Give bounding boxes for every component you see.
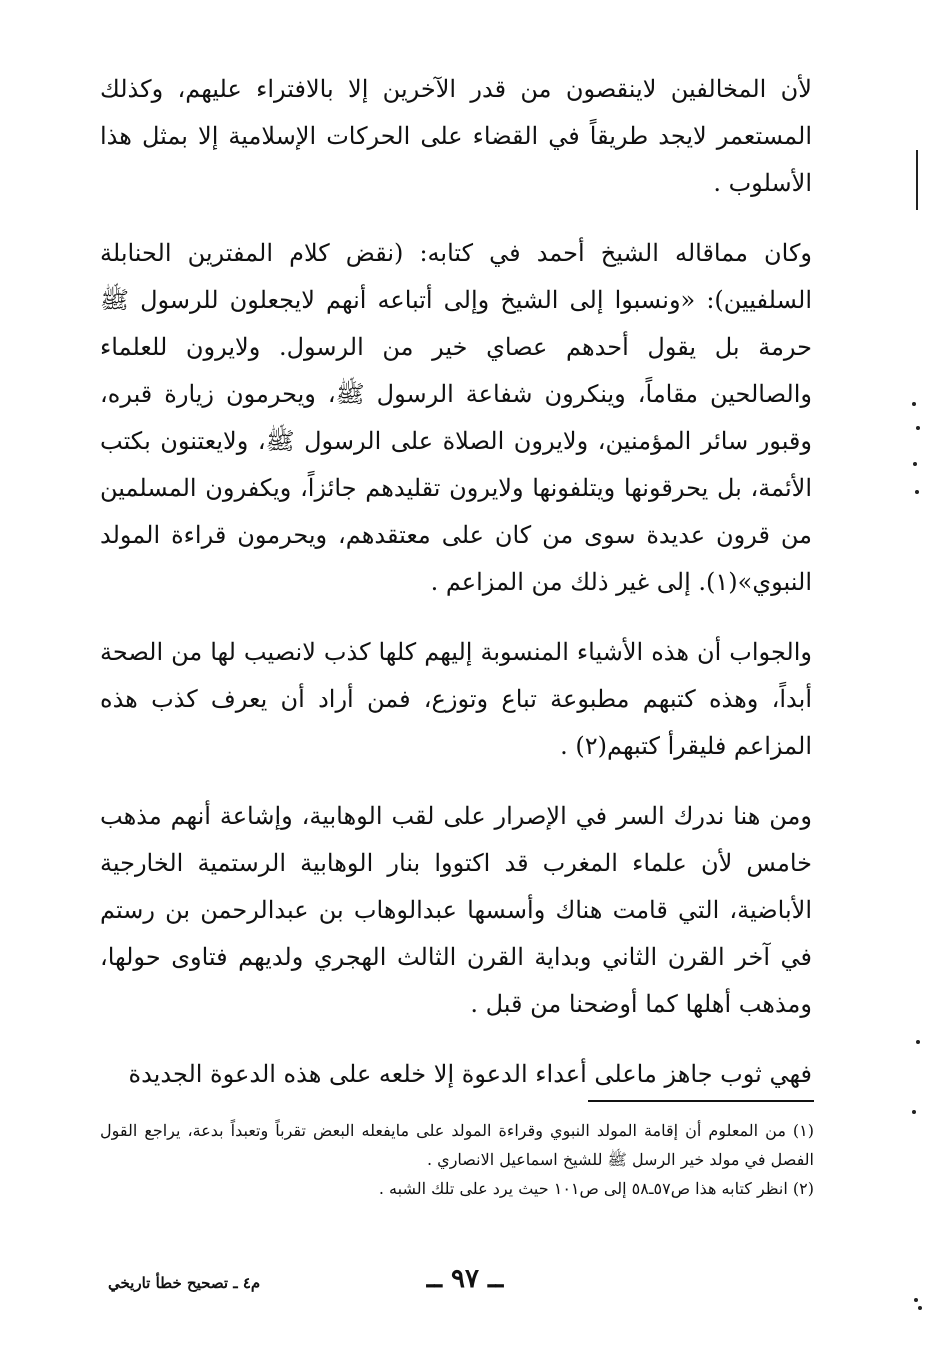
main-text — [100, 66, 812, 1121]
scan-speck — [916, 1040, 920, 1044]
paragraph-3: والجواب أن هذه الأشياء المنسوبة إليهم كلها كذب لانصيب لها من الصحة أبداً، وهذه كتبهم مطبوعة تباع وتوزع، فمن أراد أن يعرف كذب هذه المزاعم فليقرأ كتبهم(٢) . — [100, 638, 812, 760]
footnotes — [100, 1116, 814, 1203]
scan-margin-mark — [916, 150, 918, 210]
scan-speck — [912, 1110, 916, 1114]
page-number: ــ ٩٧ ــ — [426, 1264, 504, 1294]
running-footer: م٤ ـ تصحيح خطأ تاريخي — [108, 1274, 261, 1292]
scan-speck — [913, 462, 917, 466]
paragraph-5: فهي ثوب جاهز ماعلى أعداء الدعوة إلا خلعه على هذه الدعوة الجديدة — [128, 1060, 812, 1088]
scan-speck — [915, 490, 919, 494]
paragraph-4: ومن هنا ندرك السر في الإصرار على لقب الوهابية، وإشاعة أنهم مذهب خامس لأن علماء المغرب قد اكتووا بنار الوهابية الرستمية الخارجية الأباضية، التي قامت هناك وأسسها عبدالوهاب بن عبدالرحمن بن رستم في آخر القرن الثاني وبداية القرن الثالث الهجري ولديهم فتاوى حولها، ومذهب أهلها كما أوضحنا من قبل . — [100, 802, 812, 1018]
scan-speck — [916, 426, 920, 430]
scan-speck — [918, 1306, 922, 1310]
footnote-1: (١) من المعلوم أن إقامة المولد النبوي وقراءة المولد على مايفعله البعض تقرباً وتعبداً بدعة، يراجع القول الفصل في مولد خير الرسل ﷺ للشيخ اسماعيل الانصاري . — [100, 1121, 814, 1169]
paragraph-1: لأن المخالفين لاينقصون من قدر الآخرين إلا بالافتراء عليهم، وكذلك المستعمر لايجد طريقاً في القضاء على الحركات الإسلامية إلا بمثل هذا الأسلوب . — [100, 75, 812, 197]
paragraph-2: وكان مماقاله الشيخ أحمد في كتابه: (نقض كلام المفترين الحنابلة السلفيين): «ونسبوا إلى الشيخ وإلى أتباعه أنهم لايجعلون للرسول ﷺ حرمة بل يقول أحدهم عصاي خير من الرسول. ولايرون للعلماء والصالحين مقاماً، وينكرون شفاعة الرسول ﷺ، ويحرمون زيارة قبره، وقبور سائر المؤمنين، ولايرون الصلاة على الرسول ﷺ، ولايعتنون بكتب الأئمة، بل يحرقونها ويتلفونها ولايرون تقليدهم جائزاً، ويكفرون المسلمين من قرون عديدة سوى من كان على معتقدهم، ويحرمون قراءة المولد النبوي»(١). إلى غير ذلك من المزاعم . — [100, 239, 812, 596]
footnote-2: (٢) انظر كتابه هذا ص٥٧ـ٥٨ إلى ص١٠١ حيث يرد على تلك الشبه . — [378, 1179, 814, 1198]
footnote-divider — [588, 1100, 814, 1102]
scan-speck — [914, 1298, 918, 1302]
scan-speck — [912, 402, 916, 406]
